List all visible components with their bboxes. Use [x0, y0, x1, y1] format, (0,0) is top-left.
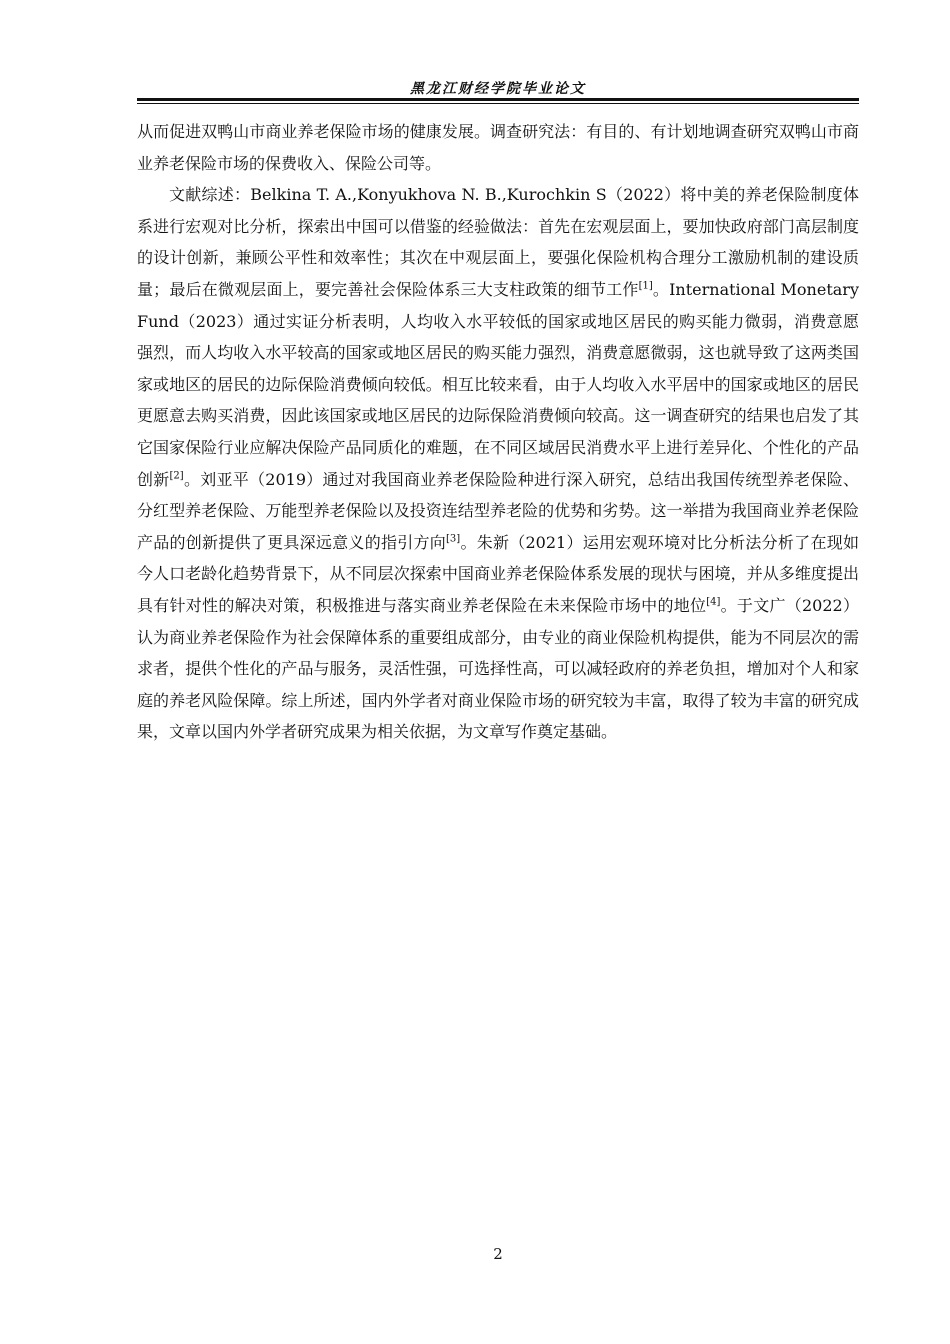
header-rule-thick	[137, 98, 859, 101]
citation-ref: [2]	[169, 470, 184, 482]
page-number: 2	[493, 1245, 503, 1263]
paragraph-literature-review	[137, 179, 859, 748]
running-header: 黑龙江财经学院毕业论文	[410, 81, 586, 97]
text-segment: 。刘亚平（2019）通过对我国商业养老保险险种进行深入研究，总结出我国传统型养老保险、分红型养老保险、万能型养老保险以及投资连结型养老险的优势和劣势。这一举措为我国商业养老保险产品的创新提供了更具深远意义的指引方向	[137, 469, 859, 552]
text-segment: 文献综述：Belkina T. A.,Konyukhova N. B.,Kurochkin S（2022）将中美的养老保险制度体系进行宏观对比分析，探索出中国可以借鉴的经验做法：首先在宏观层面上，要加快政府部门高层制度的设计创新，兼顾公平性和效率性；其次在中观层面上，要强化保险机构合理分工激励机制的建设质量；最后在微观层面上，要完善社会保险体系三大支柱政策的细节工作	[137, 185, 859, 299]
text-segment: 。于文广（2022）认为商业养老保险作为社会保障体系的重要组成部分，由专业的商业保险机构提供，能为不同层次的需求者，提供个性化的产品与服务，灵活性强，可选择性高，可以减轻政府的养老负担，增加对个人和家庭的养老风险保障。综上所述，国内外学者对商业保险市场的研究较为丰富，取得了较为丰富的研究成果，文章以国内外学者研究成果为相关依据，为文章写作奠定基础。	[137, 595, 859, 742]
header-rule-thin	[137, 103, 859, 104]
text-segment: 。International Monetary Fund（2023）通过实证分析表明，人均收入水平较低的国家或地区居民的购买能力微弱，消费意愿强烈，而人均收入水平较高的国家或地区居民的购买能力强烈，消费意愿微弱，这也就导致了这两类国家或地区的居民的边际保险消费倾向较低。相互比较来看，由于人均收入水平居中的国家或地区的居民更愿意去购买消费，因此该国家或地区居民的边际保险消费倾向较高。这一调查研究的结果也启发了其它国家保险行业应解决保险产品同质化的难题，在不同区域居民消费水平上进行差异化、个性化的产品创新	[137, 279, 859, 489]
citation-ref: [3]	[446, 533, 461, 545]
citation-ref: [4]	[706, 596, 721, 608]
paragraph-1: 从而促进双鸭山市商业养老保险市场的健康发展。调查研究法：有目的、有计划地调查研究双鸭山市商业养老保险市场的保费收入、保险公司等。	[137, 122, 859, 173]
text-segment: 。朱新（2021）运用宏观环境对比分析法分析了在现如今人口老龄化趋势背景下，从不同层次探索中国商业养老保险体系发展的现状与困境，并从多维度提出具有针对性的解决对策，积极推进与落实商业养老保险在未来保险市场中的地位	[137, 532, 859, 615]
citation-ref: [1]	[638, 280, 653, 292]
body-text	[137, 116, 859, 748]
